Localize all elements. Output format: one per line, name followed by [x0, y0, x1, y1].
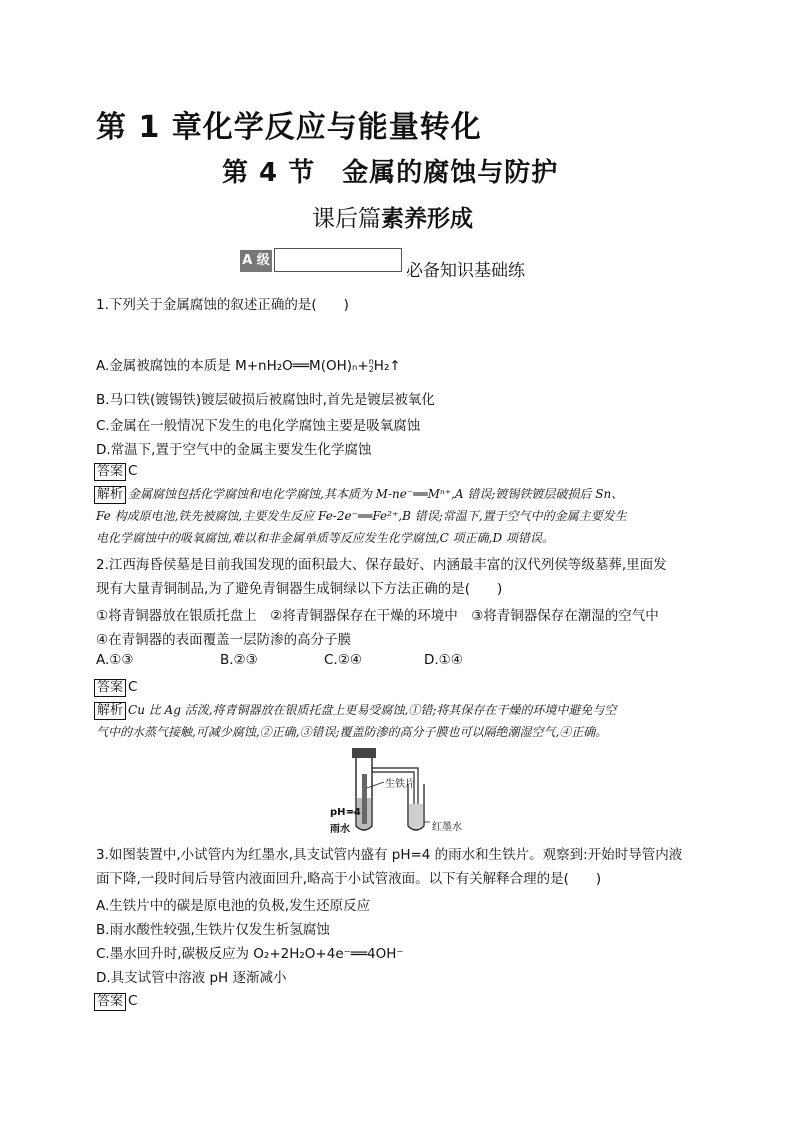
q3-answer: [94, 990, 137, 1011]
q1-explanation-line-2: Fe 构成原电池,铁先被腐蚀,主要发生反应 Fe-2e⁻══Fe²⁺,B 错误;常温下,置于空气中的金属主要发生: [96, 509, 627, 523]
chapter-title: 第 1 章化学反应与能量转化: [96, 110, 482, 145]
iron-sheet: [362, 774, 367, 824]
answer-label: 答案: [94, 679, 126, 697]
q1-answer-value: C: [128, 463, 138, 479]
q2-explanation-line-1: [94, 700, 616, 720]
q1-frac-num: n: [368, 357, 374, 366]
q1-option-d: D.常温下,置于空气中的金属主要发生化学腐蚀: [96, 442, 372, 458]
q1-explanation-line-1: [94, 484, 623, 504]
q3-option-d: D.具支试管中溶液 pH 逐渐减小: [96, 970, 287, 986]
q2-explanation-line-2: 气中的水蒸气接触,可减少腐蚀,②正确,③错误;覆盖防渗的高分子膜也可以隔绝潮湿空气,④正确。: [96, 725, 608, 739]
q1-option-a: [96, 354, 401, 374]
answer-label: 答案: [94, 463, 126, 481]
q2-option-a: A.①③: [96, 652, 134, 668]
q2-explain-1: Cu 比 Ag 活泼,将青铜器放在银质托盘上更易受腐蚀,①错;将其保存在干燥的环境中避免与空: [128, 703, 617, 717]
q1-explain-1: 金属腐蚀包括化学腐蚀和电化学腐蚀,其本质为 M-ne⁻══Mⁿ⁺,A 错误;镀锡铁镀层破损后 Sn、: [128, 487, 624, 501]
red-ink-liquid: [409, 804, 423, 829]
explain-label: 解析: [94, 702, 126, 720]
q2-items-line-2: ④在青铜器的表面覆盖一层防渗的高分子膜: [96, 632, 352, 648]
level-title: 必备知识基础练: [406, 261, 525, 281]
q1-option-b: B.马口铁(镀锡铁)镀层破损后被腐蚀时,首先是镀层被氧化: [96, 392, 435, 408]
q3-answer-value: C: [128, 993, 138, 1009]
explain-label: 解析: [94, 486, 126, 504]
level-box: [274, 248, 402, 272]
stopper: [352, 748, 376, 758]
q1-frac-den: 2: [368, 365, 374, 374]
q2-option-b: B.②③: [220, 652, 258, 668]
page-subtitle: [312, 200, 473, 233]
q3-stem-line-1: 3.如图装置中,小试管内为红墨水,具支试管内盛有 pH=4 的雨水和生铁片。观察到:开始时导管内液: [96, 847, 683, 863]
q1-option-c: C.金属在一般情况下发生的电化学腐蚀主要是吸氧腐蚀: [96, 418, 421, 434]
q2-stem-line-2: 现有大量青铜制品,为了避免青铜器生成铜绿以下方法正确的是( ): [96, 581, 503, 597]
q3-option-b: B.雨水酸性较强,生铁片仅发生析氢腐蚀: [96, 922, 330, 938]
q2-answer-value: C: [128, 679, 138, 695]
q1-answer: [94, 460, 137, 481]
answer-label: 答案: [94, 993, 126, 1011]
q1-stem: 1.下列关于金属腐蚀的叙述正确的是( ): [96, 297, 349, 313]
q3-option-a: A.生铁片中的碳是原电池的负极,发生还原反应: [96, 898, 371, 914]
section-title: 第 4 节 金属的腐蚀与防护: [222, 158, 559, 188]
level-badge: A 级: [240, 250, 272, 272]
leader-iron: [367, 782, 384, 788]
q3-option-c: C.墨水回升时,碳极反应为 O₂+2H₂O+4e⁻══4OH⁻: [96, 946, 404, 962]
q1-option-a-text: A.金属被腐蚀的本质是 M+nH₂O══M(OH)ₙ+: [96, 358, 369, 374]
q1-option-a-tail: H₂↑: [373, 358, 401, 374]
q2-option-c: C.②④: [324, 652, 362, 668]
subtitle-part-a: 课后篇: [312, 206, 381, 232]
q1-explanation-line-3: 电化学腐蚀中的吸氧腐蚀,难以和非金属单质等反应发生化学腐蚀,C 项正确,D 项错误。: [96, 531, 554, 545]
label-rainwater: 雨水: [330, 824, 350, 835]
q2-option-d: D.①④: [424, 652, 463, 668]
label-red-ink: 红墨水: [432, 822, 462, 833]
label-iron-sheet: 生铁片: [385, 779, 415, 790]
q2-items-line-1: ①将青铜器放在银质托盘上 ②将青铜器保存在干燥的环境中 ③将青铜器保存在潮湿的空气中: [96, 608, 659, 624]
q3-stem-line-2: 面下降,一段时间后导管内液面回升,略高于小试管液面。以下有关解释合理的是( ): [96, 871, 602, 887]
label-ph: pH=4: [330, 807, 361, 818]
subtitle-part-b: 素养形成: [381, 206, 473, 232]
q2-answer: [94, 676, 137, 697]
q2-stem-line-1: 2.江西海昏侯墓是目前我国发现的面积最大、保存最好、内涵最丰富的汉代列侯等级墓葬,里面发: [96, 557, 667, 573]
